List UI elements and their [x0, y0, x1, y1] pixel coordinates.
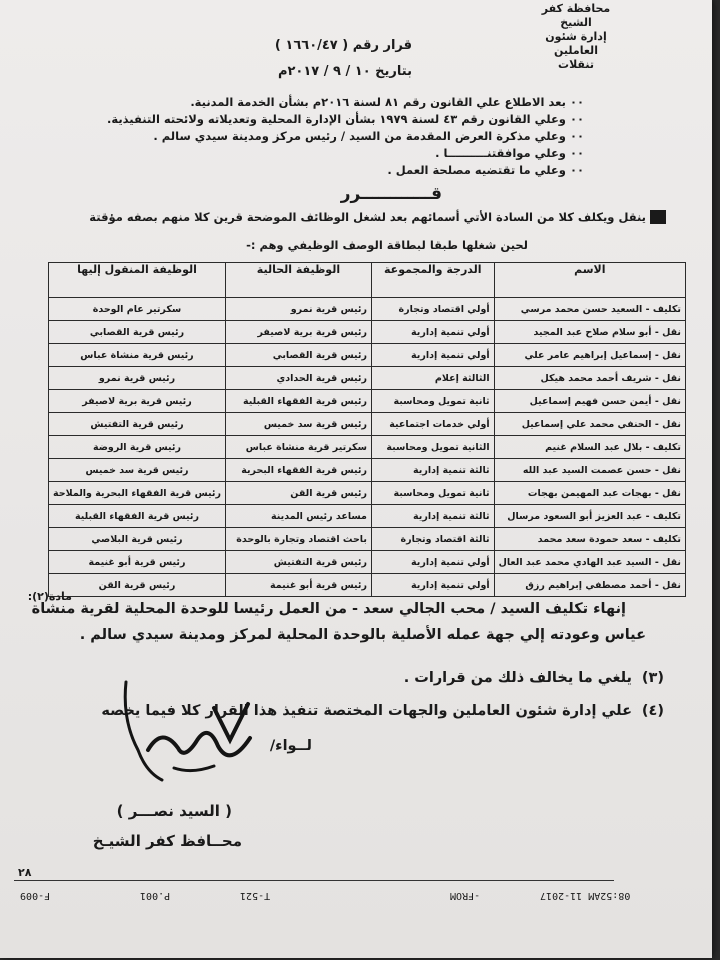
- cell-new: رئيس قرية البلاصي: [49, 528, 226, 551]
- cell-new: رئيس قرية برية لاصيفر: [49, 390, 226, 413]
- staff-transfer-table: [48, 262, 686, 597]
- article2-line2: عياس وعودته إلي جهة عمله الأصلية بالوحدة المحلية لمركز ومدينة سيدي سالم .: [79, 627, 646, 643]
- cell-name: نقل - الحنفي محمد علي إسماعيل: [494, 413, 685, 436]
- cell-current: رئيس قرية الحدادي: [225, 367, 371, 390]
- signatory-title: محــافظ كفر الشيـخ: [92, 832, 242, 850]
- cell-name: نقل - أبو سلام صلاح عبد المجيد: [494, 321, 685, 344]
- col-grade-header: الدرجة والمجموعة: [371, 263, 494, 298]
- cell-grade: أولي تنمية إدارية: [371, 551, 494, 574]
- table-row: [49, 413, 686, 436]
- table-header-row: [49, 263, 686, 298]
- cell-new: سكرتير عام الوحدة: [49, 298, 226, 321]
- article1-line2: لحين شغلها طبقا لبطاقة الوصف الوظيفي وهم :-: [246, 238, 528, 252]
- cell-current: رئيس قرية التفتيش: [225, 551, 371, 574]
- cell-current: رئيس قرية نمرو: [225, 298, 371, 321]
- preamble-line: ٠٠ وعلي ما تقتضيه مصلحة العمل .: [387, 163, 584, 177]
- table-row: [49, 436, 686, 459]
- cell-grade: ثالثة تنمية إدارية: [371, 459, 494, 482]
- cell-grade: ثالثة تنمية إدارية: [371, 505, 494, 528]
- handwritten-signature: [118, 680, 258, 790]
- cell-name: نقل - إسماعيل إبراهيم عامر علي: [494, 344, 685, 367]
- table-row: [49, 528, 686, 551]
- cell-current: رئيس قرية سد خميس: [225, 413, 371, 436]
- cell-name: نقل - حسن عصمت السيد عبد الله: [494, 459, 685, 482]
- decision-heading: قــــــــــــرر: [340, 184, 442, 204]
- cell-new: رئيس قرية الروضة: [49, 436, 226, 459]
- fax-date: 11-2017 08:52AM: [540, 890, 631, 901]
- cell-current: رئيس قرية القن: [225, 482, 371, 505]
- cell-name: نقل - أحمد مصطفي إبراهيم رزق: [494, 574, 685, 597]
- cell-new: رئيس قرية التفتيش: [49, 413, 226, 436]
- cell-new: رئيس قرية نمرو: [49, 367, 226, 390]
- cell-current: رئيس قرية الفقهاء القبلية: [225, 390, 371, 413]
- preamble-line: ٠٠ وعلي مذكرة العرض المقدمة من السيد / رئيس مركز ومدينة سيدي سالم .: [153, 129, 584, 143]
- cell-grade: أولي تنمية إدارية: [371, 321, 494, 344]
- fax-p-number: P.001: [140, 890, 171, 901]
- preamble-line: ٠٠ وعلي القانون رقم ٤٣ لسنة ١٩٧٩ بشأن الإدارة المحلية وتعديلاته ولائحته التنفيذية.: [107, 112, 584, 126]
- table-row: [49, 298, 686, 321]
- article2-line1: إنهاء تكليف السيد / محب الجالي سعد - من العمل رئيسا للوحدة المحلية لقرية منشاة: [31, 601, 626, 617]
- department-name: إدارة شئون العاملين: [545, 30, 607, 57]
- table-row: [49, 459, 686, 482]
- col-current-header: الوظيفة الحالية: [225, 263, 371, 298]
- cell-name: نقل - شريف أحمد محمد هيكل: [494, 367, 685, 390]
- cell-new: رئيس قرية أبو غنيمة: [49, 551, 226, 574]
- preamble-line: ٠٠ وعلي موافقتنــــــــــا .: [435, 146, 584, 160]
- cell-grade: ثانية تمويل ومحاسبة: [371, 482, 494, 505]
- cell-name: تكليف - عبد العزيز أبو السعود مرسال: [494, 505, 685, 528]
- cell-name: تكليف - سعد حمودة سعد محمد: [494, 528, 685, 551]
- cell-name: تكليف - بلال عبد السلام غنيم: [494, 436, 685, 459]
- cell-grade: ثالثة اقتصاد وتجارة: [371, 528, 494, 551]
- cell-current: باحث اقتصاد وتجارة بالوحدة: [225, 528, 371, 551]
- table-row: [49, 321, 686, 344]
- fax-footer-rule: [14, 880, 614, 881]
- cell-name: نقل - أيمن حسن فهيم إسماعيل: [494, 390, 685, 413]
- table-row: [49, 390, 686, 413]
- cell-current: رئيس قرية القصابي: [225, 344, 371, 367]
- cell-grade: أولي اقتصاد وتجارة: [371, 298, 494, 321]
- table-row: [49, 482, 686, 505]
- preamble: [107, 94, 584, 179]
- article3-text: يلغي ما يخالف ذلك من قرارات .: [403, 670, 632, 686]
- cell-grade: ثانية تمويل ومحاسبة: [371, 390, 494, 413]
- redaction-mark: [650, 210, 666, 224]
- cell-grade: الثانية تمويل ومحاسبة: [371, 436, 494, 459]
- article4-text: علي إدارة شئون العاملين والجهات المختصة تنفيذ هذا القرار كلا فيما يخصه: [101, 703, 632, 719]
- table-row: [49, 574, 686, 597]
- signatory-name: ( السيد نصـــر ): [116, 802, 232, 820]
- signature-rank: لــواء/: [269, 738, 312, 754]
- decision-date: بتاريخ ١٠ / ٩ / ٢٠١٧م: [277, 64, 412, 79]
- cell-current: مساعد رئيس المدينة: [225, 505, 371, 528]
- cell-new: رئيس قرية القن: [49, 574, 226, 597]
- cell-grade: أولي تنمية إدارية: [371, 344, 494, 367]
- col-name-header: الاسم: [494, 263, 685, 298]
- cell-name: تكليف - السعيد حسن محمد مرسي: [494, 298, 685, 321]
- page-number: ٢٨: [18, 866, 32, 879]
- table-row: [49, 505, 686, 528]
- fax-from: FROM-: [450, 890, 481, 901]
- table-row: [49, 367, 686, 390]
- cell-new: رئيس قرية منشاة عباس: [49, 344, 226, 367]
- fax-t-number: T-521: [240, 890, 271, 901]
- cell-new: رئيس قرية سد خميس: [49, 459, 226, 482]
- col-new-header: الوظيفة المنقول إليها: [49, 263, 226, 298]
- fax-f-number: F-009: [20, 890, 51, 901]
- governorate-name: محافظة كفر الشيخ: [541, 2, 611, 29]
- cell-new: رئيس قرية الفقهاء القبلية: [49, 505, 226, 528]
- cell-name: نقل - بهجات عبد المهيمن بهجات: [494, 482, 685, 505]
- preamble-line: ٠٠ بعد الاطلاع علي القانون رقم ٨١ لسنة ٢٠١٦م بشأن الخدمة المدنية.: [190, 95, 584, 109]
- article1-line1: ينقل ويكلف كلا من السادة الأتي أسمائهم بعد لشغل الوظائف الموضحة قرين كلا منهم بصفه مؤقتة: [89, 210, 646, 224]
- cell-new: رئيس قرية القصابي: [49, 321, 226, 344]
- header-block: [526, 2, 626, 72]
- cell-grade: أولي خدمات اجتماعية: [371, 413, 494, 436]
- cell-grade: أولي تنمية إدارية: [371, 574, 494, 597]
- article3-label: (٣): [641, 670, 664, 686]
- table-row: [49, 344, 686, 367]
- cell-current: رئيس قرية برية لاصيفر: [225, 321, 371, 344]
- unit-name: تنقلات: [558, 58, 594, 71]
- cell-current: رئيس قرية أبو غنيمة: [225, 574, 371, 597]
- cell-current: رئيس قرية الفقهاء البحرية: [225, 459, 371, 482]
- article4-label: (٤): [641, 703, 664, 719]
- cell-grade: الثالثة إعلام: [371, 367, 494, 390]
- table-row: [49, 551, 686, 574]
- cell-name: نقل - السيد عبد الهادي محمد عبد العال: [494, 551, 685, 574]
- cell-current: سكرتير قرية منشاة عباس: [225, 436, 371, 459]
- cell-new: رئيس قرية الفقهاء البحرية والملاحة: [49, 482, 226, 505]
- article2-label: مادة(٢):: [27, 590, 72, 603]
- decision-number: قرار رقم ( ١٦٦٠/٤٧ ): [274, 38, 412, 53]
